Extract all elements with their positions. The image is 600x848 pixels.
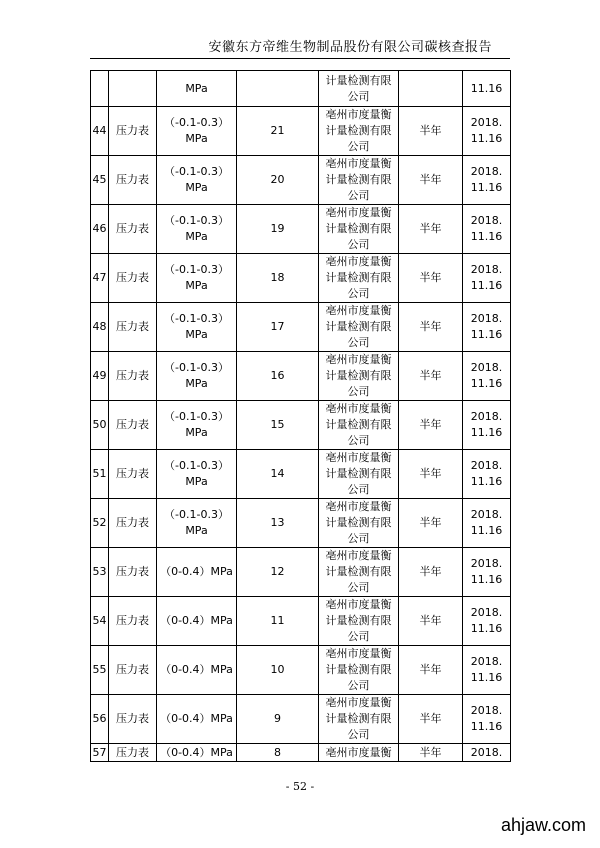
watermark: ahjaw.com bbox=[500, 815, 586, 835]
cell-range: （0-0.4）MPa bbox=[157, 548, 237, 597]
cell-quantity: 21 bbox=[237, 107, 319, 156]
cell-index: 53 bbox=[91, 548, 109, 597]
page-number: - 52 - bbox=[285, 780, 315, 793]
table-row bbox=[91, 695, 511, 744]
cell-range: （-0.1-0.3） MPa bbox=[157, 450, 237, 499]
cell-index: 57 bbox=[91, 744, 109, 762]
cell-cycle: 半年 bbox=[399, 401, 463, 450]
cell-date: 2018. 11.16 bbox=[463, 303, 511, 352]
cell-index: 45 bbox=[91, 156, 109, 205]
cell-date: 2018. 11.16 bbox=[463, 450, 511, 499]
cell-organization: 亳州市度量衡 计量检测有限 公司 bbox=[319, 401, 399, 450]
cell-index: 52 bbox=[91, 499, 109, 548]
cell-name: 压力表 bbox=[109, 597, 157, 646]
table-row bbox=[91, 401, 511, 450]
cell-date: 2018. 11.16 bbox=[463, 156, 511, 205]
cell-range: （0-0.4）MPa bbox=[157, 646, 237, 695]
cell-quantity: 14 bbox=[237, 450, 319, 499]
cell-quantity: 15 bbox=[237, 401, 319, 450]
cell-range: MPa bbox=[157, 71, 237, 107]
cell-date: 2018. bbox=[463, 744, 511, 762]
cell-name: 压力表 bbox=[109, 499, 157, 548]
cell-name: 压力表 bbox=[109, 401, 157, 450]
table-row bbox=[91, 156, 511, 205]
cell-index: 55 bbox=[91, 646, 109, 695]
cell-date: 2018. 11.16 bbox=[463, 646, 511, 695]
cell-organization: 亳州市度量衡 计量检测有限 公司 bbox=[319, 646, 399, 695]
cell-name: 压力表 bbox=[109, 303, 157, 352]
cell-date: 2018. 11.16 bbox=[463, 107, 511, 156]
cell-index: 46 bbox=[91, 205, 109, 254]
cell-cycle: 半年 bbox=[399, 107, 463, 156]
cell-name: 压力表 bbox=[109, 744, 157, 762]
cell-date: 2018. 11.16 bbox=[463, 254, 511, 303]
cell-date: 11.16 bbox=[463, 71, 511, 107]
cell-cycle: 半年 bbox=[399, 597, 463, 646]
table-row bbox=[91, 597, 511, 646]
table-row-last bbox=[91, 744, 511, 762]
cell-name: 压力表 bbox=[109, 107, 157, 156]
cell-date: 2018. 11.16 bbox=[463, 597, 511, 646]
cell-cycle: 半年 bbox=[399, 205, 463, 254]
cell-index: 49 bbox=[91, 352, 109, 401]
cell-index: 51 bbox=[91, 450, 109, 499]
cell-organization: 亳州市度量衡 计量检测有限 公司 bbox=[319, 450, 399, 499]
cell-name: 压力表 bbox=[109, 548, 157, 597]
cell-quantity: 18 bbox=[237, 254, 319, 303]
cell-index: 44 bbox=[91, 107, 109, 156]
cell-index: 47 bbox=[91, 254, 109, 303]
cell-quantity: 13 bbox=[237, 499, 319, 548]
cell-quantity bbox=[237, 71, 319, 107]
table-row bbox=[91, 254, 511, 303]
cell-quantity: 20 bbox=[237, 156, 319, 205]
cell-range: （-0.1-0.3） MPa bbox=[157, 499, 237, 548]
cell-quantity: 9 bbox=[237, 695, 319, 744]
table-body bbox=[91, 71, 511, 762]
cell-name: 压力表 bbox=[109, 450, 157, 499]
cell-range: （-0.1-0.3） MPa bbox=[157, 303, 237, 352]
header-divider bbox=[90, 58, 510, 59]
cell-organization: 亳州市度量衡 计量检测有限 公司 bbox=[319, 499, 399, 548]
cell-date: 2018. 11.16 bbox=[463, 548, 511, 597]
cell-name: 压力表 bbox=[109, 352, 157, 401]
cell-organization: 亳州市度量衡 计量检测有限 公司 bbox=[319, 156, 399, 205]
table-row bbox=[91, 352, 511, 401]
cell-index bbox=[91, 71, 109, 107]
cell-range: （-0.1-0.3） MPa bbox=[157, 254, 237, 303]
cell-name: 压力表 bbox=[109, 695, 157, 744]
cell-cycle: 半年 bbox=[399, 352, 463, 401]
cell-organization: 亳州市度量衡 bbox=[319, 744, 399, 762]
cell-cycle: 半年 bbox=[399, 695, 463, 744]
cell-organization: 亳州市度量衡 计量检测有限 公司 bbox=[319, 254, 399, 303]
table-row bbox=[91, 646, 511, 695]
cell-index: 48 bbox=[91, 303, 109, 352]
report-header: 安徽东方帝维生物制品股份有限公司碳核查报告 bbox=[208, 40, 492, 55]
cell-cycle: 半年 bbox=[399, 303, 463, 352]
cell-quantity: 16 bbox=[237, 352, 319, 401]
table-row bbox=[91, 450, 511, 499]
cell-date: 2018. 11.16 bbox=[463, 499, 511, 548]
cell-range: （-0.1-0.3） MPa bbox=[157, 107, 237, 156]
cell-cycle: 半年 bbox=[399, 450, 463, 499]
cell-date: 2018. 11.16 bbox=[463, 205, 511, 254]
cell-index: 54 bbox=[91, 597, 109, 646]
cell-date: 2018. 11.16 bbox=[463, 695, 511, 744]
equipment-table bbox=[90, 70, 511, 762]
cell-cycle bbox=[399, 71, 463, 107]
cell-quantity: 19 bbox=[237, 205, 319, 254]
cell-quantity: 10 bbox=[237, 646, 319, 695]
cell-range: （-0.1-0.3） MPa bbox=[157, 401, 237, 450]
cell-cycle: 半年 bbox=[399, 499, 463, 548]
cell-index: 50 bbox=[91, 401, 109, 450]
table-row bbox=[91, 205, 511, 254]
cell-organization: 亳州市度量衡 计量检测有限 公司 bbox=[319, 303, 399, 352]
cell-organization: 亳州市度量衡 计量检测有限 公司 bbox=[319, 695, 399, 744]
cell-index: 56 bbox=[91, 695, 109, 744]
cell-name: 压力表 bbox=[109, 156, 157, 205]
cell-name: 压力表 bbox=[109, 646, 157, 695]
cell-range: （0-0.4）MPa bbox=[157, 695, 237, 744]
cell-organization: 亳州市度量衡 计量检测有限 公司 bbox=[319, 205, 399, 254]
cell-name bbox=[109, 71, 157, 107]
cell-date: 2018. 11.16 bbox=[463, 352, 511, 401]
cell-range: （-0.1-0.3） MPa bbox=[157, 205, 237, 254]
cell-range: （-0.1-0.3） MPa bbox=[157, 352, 237, 401]
cell-organization: 亳州市度量衡 计量检测有限 公司 bbox=[319, 597, 399, 646]
cell-cycle: 半年 bbox=[399, 548, 463, 597]
cell-organization: 计量检测有限 公司 bbox=[319, 71, 399, 107]
table-row bbox=[91, 303, 511, 352]
cell-quantity: 11 bbox=[237, 597, 319, 646]
cell-cycle: 半年 bbox=[399, 156, 463, 205]
cell-organization: 亳州市度量衡 计量检测有限 公司 bbox=[319, 548, 399, 597]
cell-quantity: 17 bbox=[237, 303, 319, 352]
cell-date: 2018. 11.16 bbox=[463, 401, 511, 450]
table-row bbox=[91, 499, 511, 548]
cell-cycle: 半年 bbox=[399, 744, 463, 762]
cell-range: （0-0.4）MPa bbox=[157, 597, 237, 646]
cell-range: （0-0.4）MPa bbox=[157, 744, 237, 762]
cell-name: 压力表 bbox=[109, 254, 157, 303]
table-row-continuation bbox=[91, 71, 511, 107]
table-row bbox=[91, 548, 511, 597]
cell-cycle: 半年 bbox=[399, 254, 463, 303]
cell-organization: 亳州市度量衡 计量检测有限 公司 bbox=[319, 352, 399, 401]
cell-range: （-0.1-0.3） MPa bbox=[157, 156, 237, 205]
cell-quantity: 12 bbox=[237, 548, 319, 597]
cell-cycle: 半年 bbox=[399, 646, 463, 695]
cell-quantity: 8 bbox=[237, 744, 319, 762]
cell-organization: 亳州市度量衡 计量检测有限 公司 bbox=[319, 107, 399, 156]
cell-name: 压力表 bbox=[109, 205, 157, 254]
table-row bbox=[91, 107, 511, 156]
